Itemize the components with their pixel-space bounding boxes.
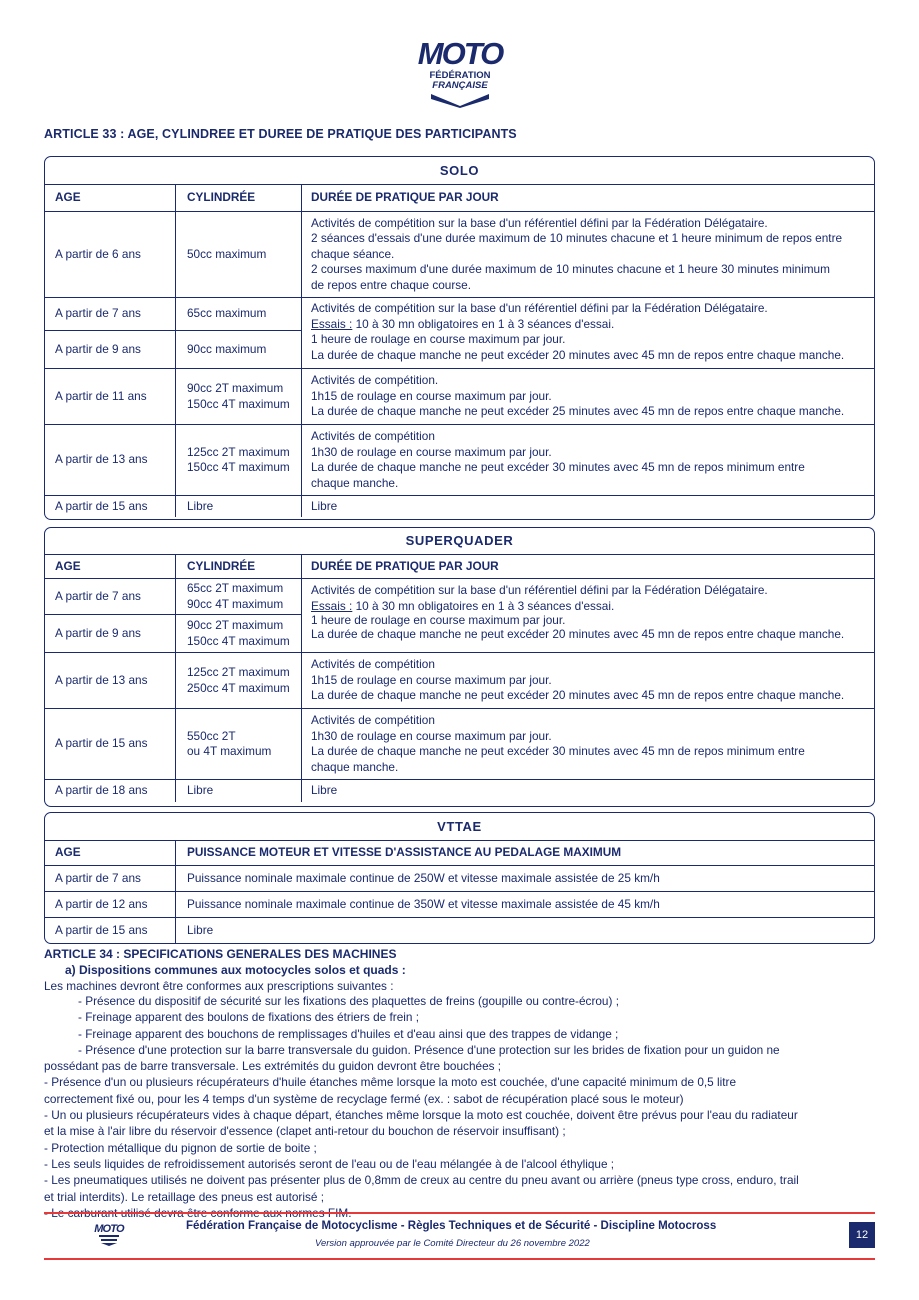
cell-duree [302,212,874,297]
table-row [45,918,874,943]
cell-cylindree: 90cc maximum [176,331,302,368]
footer-divider-bottom [44,1258,875,1260]
cyl-line: 150cc 4T maximum [187,633,290,648]
duree-line: Activités de compétition. [311,373,439,388]
table-row [45,653,874,709]
essais-label: Essais : [311,316,353,331]
table-row [45,709,874,780]
cell-cylindree [176,653,302,708]
article34-subtitle: a) Dispositions communes aux motocycles solos et quads : [65,963,406,977]
cell-puissance: Puissance nominale maximale continue de 350W et vitesse maximale assistée de 45 km/h [187,896,660,911]
header-puissance: PUISSANCE MOTEUR ET VITESSE D'ASSISTANCE AU PEDALAGE MAXIMUM [187,845,622,860]
duree-line: 1 heure de roulage en course maximum par jour. [311,613,566,627]
duree-line: La durée de chaque manche ne peut excéder 20 minutes avec 45 mn de repos entre chaque manche. [311,627,845,641]
cell-age: A partir de 12 ans [45,892,176,917]
cell-duree: Libre [311,498,338,513]
list-item: - Les pneumatiques utilisés ne doivent pas présenter plus de 0,8mm de creux au centre du pneu avant ou arrière (pneus type cross, enduro, trail [44,1173,799,1188]
list-item: - Freinage apparent des boulons de fixations des étriers de frein ; [78,1010,419,1025]
duree-line: 1h15 de roulage en course maximum par jour. [311,672,552,687]
footer-logo [92,1220,126,1246]
cell-cylindree: Libre [176,496,302,517]
cyl-line: 65cc 2T maximum [187,581,284,595]
cell-age: A partir de 9 ans [45,331,176,368]
list-item: - Freinage apparent des bouchons de remplissages d'huiles et d'eau ainsi que des trappes de vidange ; [78,1026,619,1041]
table-row [45,212,874,298]
duree-line: La durée de chaque manche ne peut excéder 20 minutes avec 45 mn de repos entre chaque manche. [311,688,845,703]
superquader-table [44,527,875,807]
list-item: - Les seuls liquides de refroidissement autorisés seront de l'eau ou de l'eau mélangée à de l'alcool éthylique ; [44,1156,615,1171]
cell-age: A partir de 13 ans [45,425,176,495]
duree-line: 1 heure de roulage en course maximum par jour. [311,332,566,346]
cell-cylindree: 65cc maximum [176,298,302,330]
duree-line: chaque manche. [311,759,399,774]
header-age: AGE [45,185,176,211]
table-row [45,892,874,918]
merged-block-7-9 [45,298,874,369]
duree-line: 1h30 de roulage en course maximum par jour. [311,444,552,459]
cell-duree [302,709,874,779]
footer-title: Fédération Française de Motocyclisme - Règles Techniques et de Sécurité - Discipline Motocross [186,1220,717,1232]
cell-duree-merged [302,579,874,652]
logo-line1: FÉDÉRATION [429,70,491,81]
cyl-line: 550cc 2T [187,728,236,743]
cyl-line: 90cc 2T maximum [187,381,284,395]
cell-age: A partir de 9 ans [45,615,176,652]
cell-duree [302,369,874,424]
cell-age: A partir de 11 ans [45,369,176,424]
list-item: - Présence d'un ou plusieurs récupérateurs d'huile étanches même lorsque la moto est couchée, d'une capacité minimum de 0,5 litre [44,1075,737,1090]
cyl-line: 90cc 4T maximum [187,596,284,611]
table-row [45,780,874,802]
duree-line [311,317,865,333]
duree-line: chaque séance. [311,246,395,261]
list-item: - Protection métallique du pignon de sortie de boite ; [44,1140,317,1155]
article34-intro: Les machines devront être conformes aux prescriptions suivantes : [44,979,394,993]
duree-line: La durée de chaque manche ne peut excéder 30 minutes avec 45 mn de repos minimum entre [311,460,805,474]
duree-line: Activités de compétition [311,429,435,443]
cell-cylindree [176,615,302,652]
duree-line: La durée de chaque manche ne peut excéder 25 minutes avec 45 mn de repos entre chaque manche. [311,404,845,419]
duree-line: La durée de chaque manche ne peut excéder 20 minutes avec 45 mn de repos entre chaque manche. [311,347,845,362]
cell-age: A partir de 7 ans [45,866,176,891]
duree-line: 1h30 de roulage en course maximum par jour. [311,728,552,743]
cell-cylindree [176,369,302,424]
cell-duree-merged [302,298,874,368]
list-item-continuation: correctement fixé ou, pour les 4 temps d'un système de recyclage fermé (ex. : sabot de récupération placé sous le moteur) [44,1091,684,1106]
article33-title: ARTICLE 33 : AGE, CYLINDREE ET DUREE DE PRATIQUE DES PARTICIPANTS [44,127,517,141]
cell-cylindree [176,709,302,779]
cell-duree: Libre [311,783,338,798]
cyl-line: 90cc 2T maximum [187,618,284,632]
cyl-line: ou 4T maximum [187,744,272,758]
superquader-header-row [45,555,874,579]
solo-title: SOLO [45,157,874,185]
list-item-continuation: et trial interdits). Le retaillage des pneus est autorisé ; [44,1189,324,1204]
ffm-logo-icon [409,34,511,108]
duree-line: La durée de chaque manche ne peut excéder 30 minutes avec 45 mn de repos minimum entre [311,744,805,758]
duree-line: Activités de compétition sur la base d'un référentiel défini par la Fédération Délégataire. [311,215,768,230]
duree-line [311,599,865,615]
header-cylindree: CYLINDRÉE [176,185,302,211]
page-number: 12 [849,1222,875,1248]
cell-age: A partir de 18 ans [45,780,176,802]
cell-cylindree: 50cc maximum [176,212,302,297]
cell-duree [302,425,874,495]
article34-title: ARTICLE 34 : SPECIFICATIONS GENERALES DES MACHINES [44,947,397,961]
cell-age: A partir de 6 ans [45,212,176,297]
essais-label: Essais : [311,598,353,613]
cell-puissance: Libre [187,922,214,937]
duree-line: de repos entre chaque course. [311,277,472,292]
header-age: AGE [45,555,176,578]
logo-line2: FRANÇAISE [432,80,488,91]
solo-header-row [45,185,874,212]
cyl-line: 150cc 4T maximum [187,460,290,474]
list-item-continuation: possédant pas de barre transversale. Les extrémités du guidon devront être bouchées ; [44,1059,502,1074]
cell-cylindree: Libre [176,780,302,802]
list-item-continuation: et la mise à l'air libre du réservoir d'essence (clapet anti-retour du bouchon de réservoir insuffisant) ; [44,1124,566,1139]
cell-age: A partir de 15 ans [45,918,176,943]
vttae-header-row [45,841,874,866]
cell-age: A partir de 15 ans [45,709,176,779]
duree-line: 1h15 de roulage en course maximum par jour. [311,388,552,403]
cell-duree [302,653,874,708]
vttae-table [44,812,875,944]
table-row [45,496,874,517]
duree-line: Activités de compétition sur la base d'un référentiel défini par la Fédération Délégataire. [311,301,768,315]
list-item: - Présence du dispositif de sécurité sur les fixations des plaquettes de freins (goupille ou contre-écrou) ; [78,994,619,1008]
cyl-line: 250cc 4T maximum [187,680,290,695]
svg-text:MOTO: MOTO [94,1223,124,1235]
merged-block-7-9 [45,579,874,653]
header-duree: DURÉE DE PRATIQUE PAR JOUR [311,190,499,205]
article34-specs-list [44,993,878,1221]
cyl-line: 150cc 4T maximum [187,396,290,411]
duree-line: Activités de compétition [311,657,435,672]
cyl-line: 125cc 2T maximum [187,444,290,459]
duree-line: 2 courses maximum d'une durée maximum de 10 minutes chacune et 1 heure 30 minutes minimum [311,262,830,277]
essais-text: 10 à 30 mn obligatoires en 1 à 3 séances d'essai. [352,316,615,331]
essais-text: 10 à 30 mn obligatoires en 1 à 3 séances d'essai. [352,598,615,613]
header-cylindree: CYLINDRÉE [176,555,302,578]
list-item: - Un ou plusieurs récupérateurs vides à chaque départ, étanches même lorsque la moto est couchée, doivent être prévus pour l'eau du radiateur [44,1108,798,1123]
duree-line: Activités de compétition [311,713,435,727]
solo-table [44,156,875,520]
header-age: AGE [45,841,176,865]
logo-word: MOTO [417,36,503,71]
table-row [45,369,874,425]
duree-line: chaque manche. [311,475,399,490]
cell-age: A partir de 7 ans [45,298,176,330]
cell-age: A partir de 15 ans [45,496,176,517]
table-row [45,425,874,496]
cell-age: A partir de 13 ans [45,653,176,708]
footer-subtitle: Version approuvée par le Comité Directeur du 26 novembre 2022 [315,1238,590,1249]
cyl-line: 125cc 2T maximum [187,665,290,679]
superquader-title: SUPERQUADER [45,528,874,555]
cell-cylindree [176,425,302,495]
footer-logo-icon [92,1220,126,1246]
duree-line: 2 séances d'essais d'une durée maximum de 10 minutes chacune et 1 heure minimum de repos entre [311,231,843,246]
ffm-logo [409,34,511,108]
vttae-title: VTTAE [45,813,874,841]
header-duree: DURÉE DE PRATIQUE PAR JOUR [311,558,499,573]
cell-puissance: Puissance nominale maximale continue de 250W et vitesse maximale assistée de 25 km/h [187,870,660,885]
footer-divider-top [44,1212,875,1214]
cell-cylindree [176,579,302,614]
cell-age: A partir de 7 ans [45,579,176,614]
list-item: - Présence d'une protection sur la barre transversale du guidon. Présence d'une protection sur les brides de fixation pour un guidon ne [78,1042,780,1057]
duree-line: Activités de compétition sur la base d'un référentiel défini par la Fédération Délégataire. [311,583,768,597]
table-row [45,866,874,892]
